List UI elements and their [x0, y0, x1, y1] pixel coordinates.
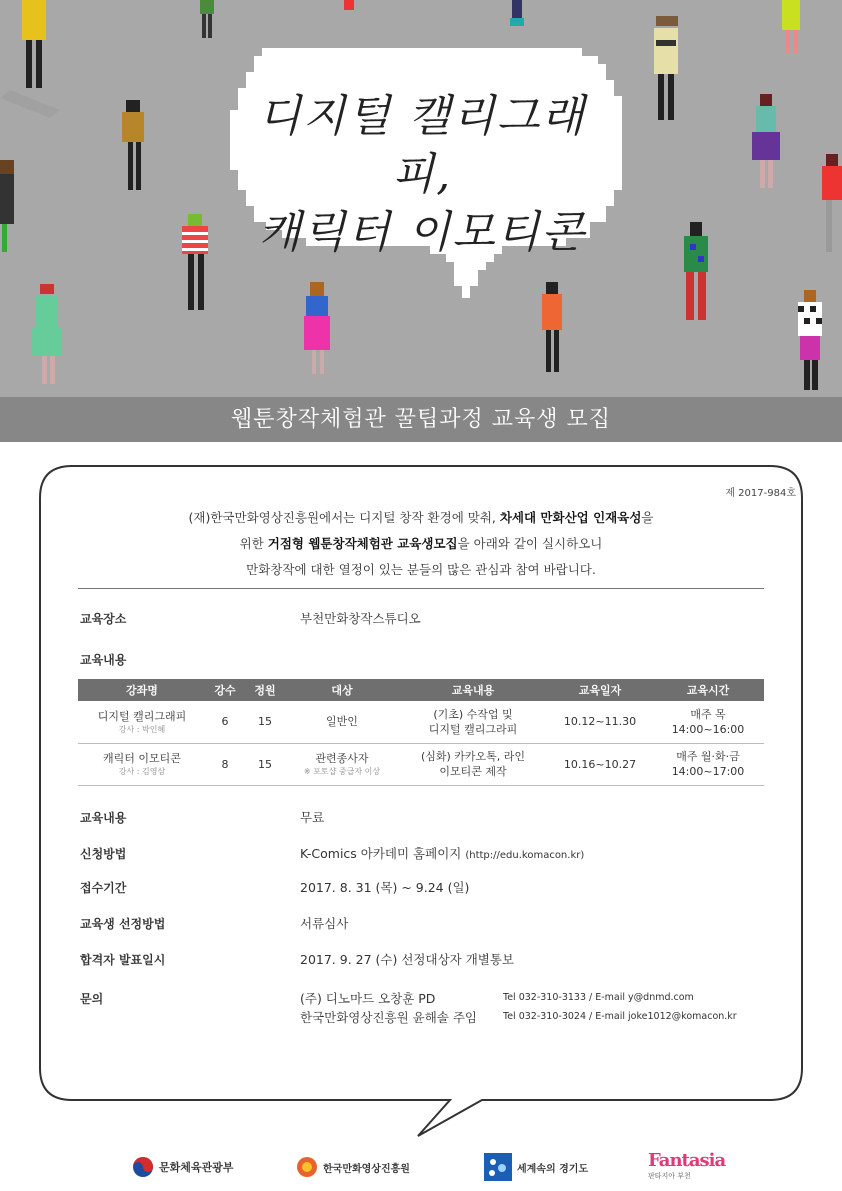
gyeonggi-icon: [484, 1153, 512, 1181]
person-6: [782, 0, 800, 54]
selection-value: 서류심사: [300, 916, 349, 931]
intro-line-2: 위한 거점형 웹툰창작체험관 교육생모집을 아래와 같이 실시하오니: [239, 536, 603, 551]
header-content: 교육내용: [398, 679, 548, 701]
location-value: 부천만화창작스튜디오: [300, 611, 421, 626]
person-3: [344, 0, 354, 10]
period-label: 접수기간: [80, 881, 127, 895]
person-14: [304, 282, 330, 374]
person-16: [798, 290, 822, 390]
target-cell: 관련종사자 ※ 포토샵 중급자 이상: [286, 743, 398, 785]
person-8: [752, 94, 780, 188]
contact-label: 문의: [80, 992, 104, 1006]
time-cell: 매주 목 14:00~16:00: [652, 701, 764, 743]
fee-value: 무료: [300, 810, 325, 825]
intro-paragraph: [78, 505, 764, 583]
dates-cell: 10.16~10.27: [548, 743, 652, 785]
fantasia-icon: Fantasia: [648, 1150, 726, 1171]
document-number: 제 2017-984호: [725, 488, 796, 499]
logo-fantasia: Fantasia 판타지아 부천: [648, 1150, 726, 1180]
course-name-cell: 캐릭터 이모티콘 강사 : 김영삼: [78, 743, 206, 785]
hero-title: 디지털 캘리그래피, 캐릭터 이모티콘: [258, 91, 586, 258]
sessions-cell: 6: [206, 701, 244, 743]
dates-cell: 10.12~11.30: [548, 701, 652, 743]
contact-tel-1: Tel 032-310-3133 / E-mail y@dnmd.com: [503, 992, 694, 1003]
hero-banner: [0, 0, 842, 442]
sessions-cell: 8: [206, 743, 244, 785]
table-row: [78, 743, 764, 785]
logo-mcst: 문화체육관광부: [132, 1150, 233, 1184]
capacity-cell: 15: [244, 743, 286, 785]
time-cell: 매주 월·화·금 14:00~17:00: [652, 743, 764, 785]
header-dates: 교육일자: [548, 679, 652, 701]
target-cell: 일반인: [286, 701, 398, 743]
contact-person-2: 한국만화영상진흥원 윤해솔 주임: [300, 1010, 477, 1025]
taegeuk-icon: [132, 1156, 154, 1178]
content-cell: (심화) 카카오톡, 라인 이모티콘 제작: [398, 743, 548, 785]
person-12: [684, 222, 708, 320]
apply-url: (http://edu.komacon.kr): [465, 850, 585, 861]
person-13: [32, 284, 62, 384]
person-1: [0, 0, 60, 118]
announce-label: 합격자 발표일시: [80, 953, 166, 967]
selection-label: 교육생 선정방법: [80, 917, 166, 931]
capacity-cell: 15: [244, 701, 286, 743]
person-2: [200, 0, 214, 38]
table-header-row: [78, 679, 764, 701]
apply-label: 신청방법: [80, 847, 127, 861]
header-course: 강좌명: [78, 679, 206, 701]
section-divider: [78, 588, 764, 589]
content-cell: (기초) 수작업 및 디지털 캘리그라피: [398, 701, 548, 743]
header-time: 교육시간: [652, 679, 764, 701]
contact-person-1: (주) 디노마드 오창훈 PD: [300, 991, 436, 1006]
person-7: [122, 100, 144, 190]
header-sessions: 강수: [206, 679, 244, 701]
intro-line-1: (재)한국만화영상진흥원에서는 디지털 창작 환경에 맞춰, 차세대 만화산업 인재육성을: [188, 510, 654, 525]
apply-value: K-Comics 아카데미 홈페이지 (http://edu.komacon.kr): [300, 846, 585, 861]
person-9: [0, 160, 14, 252]
header-capacity: 정원: [244, 679, 286, 701]
person-15: [542, 282, 562, 372]
location-label: 교육장소: [80, 612, 127, 626]
intro-line-3: 만화창작에 대한 열정이 있는 분들의 많은 관심과 참여 바랍니다.: [246, 562, 596, 577]
course-table: [78, 679, 764, 786]
komacon-icon: [296, 1156, 318, 1178]
table-row: [78, 701, 764, 743]
contact-tel-2: Tel 032-310-3024 / E-mail joke1012@komacon.kr: [503, 1011, 737, 1022]
person-10: [182, 214, 208, 310]
person-11: [822, 154, 842, 252]
logo-komacon: 한국만화영상진흥원: [296, 1150, 410, 1184]
announce-value: 2017. 9. 27 (수) 선정대상자 개별통보: [300, 952, 514, 967]
person-5: [654, 16, 678, 120]
course-name-cell: 디지털 캘리그래피 강사 : 박인혜: [78, 701, 206, 743]
logo-gyeonggi: 세계속의 경기도: [484, 1150, 588, 1184]
fee-label: 교육내용: [80, 811, 127, 825]
recruitment-banner: 웹툰창작체험관 꿀팁과정 교육생 모집: [0, 397, 842, 442]
header-target: 대상: [286, 679, 398, 701]
content-label: 교육내용: [80, 653, 127, 667]
person-4: [510, 0, 524, 26]
period-value: 2017. 8. 31 (목) ~ 9.24 (일): [300, 880, 470, 895]
